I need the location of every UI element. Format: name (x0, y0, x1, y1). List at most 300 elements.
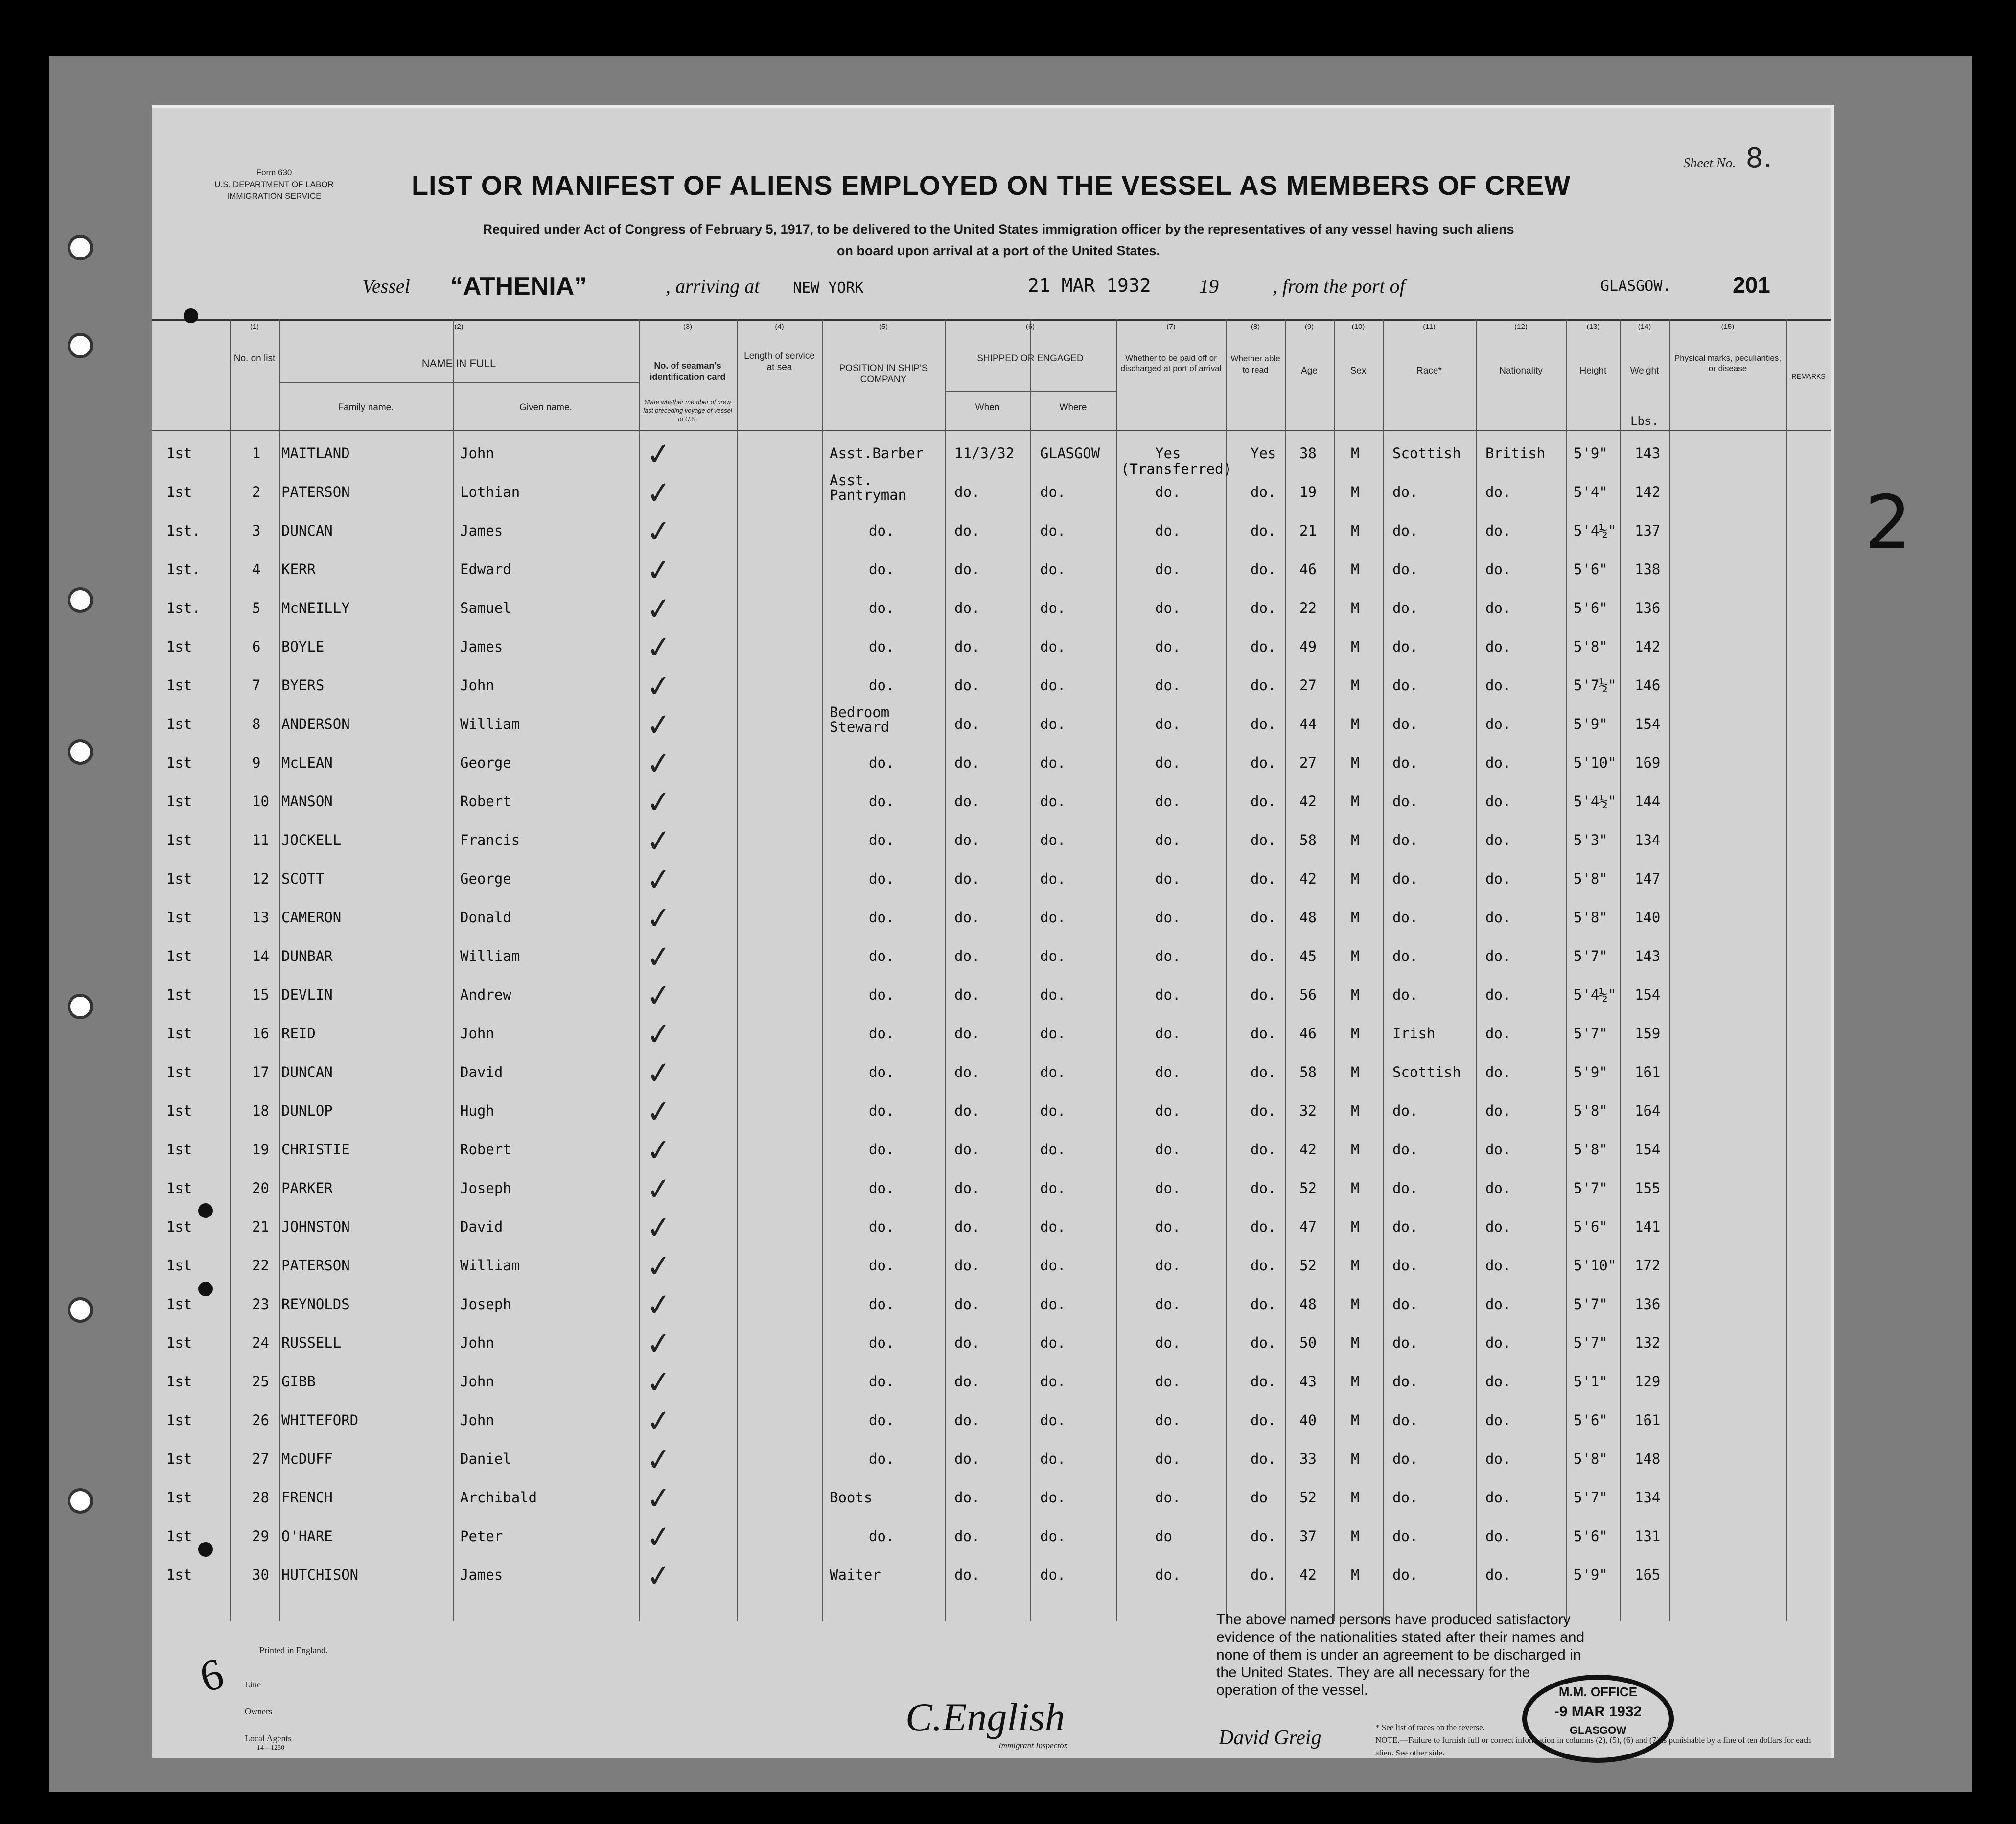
manifest-subtitle (387, 218, 1610, 261)
row-sex: M (1351, 1450, 1360, 1467)
row-race: do. (1392, 600, 1418, 616)
row-paid-off: do. (1155, 677, 1181, 694)
row-when: do. (954, 1567, 980, 1583)
table-row (152, 474, 1831, 512)
row-family-name: PATERSON (281, 1257, 350, 1274)
row-given-name: Andrew (460, 986, 511, 1003)
row-given-name: John (460, 1025, 494, 1042)
row-family-name: WHITEFORD (281, 1412, 359, 1428)
row-given-name: William (460, 948, 520, 964)
row-family-name: HUTCHISON (281, 1567, 359, 1583)
row-able-read: do. (1251, 1064, 1276, 1080)
row-nationality: do. (1485, 677, 1511, 694)
row-where: do. (1040, 832, 1066, 848)
row-where: do. (1040, 1180, 1066, 1196)
local-agents-label: Local Agents (245, 1733, 292, 1743)
check-mark-icon: ✓ (644, 937, 673, 976)
row-class: 1st (166, 1450, 192, 1467)
row-class: 1st (166, 1373, 192, 1390)
table-row (152, 1286, 1831, 1324)
row-sex: M (1351, 986, 1360, 1003)
row-where: do. (1040, 1102, 1066, 1119)
row-where: do. (1040, 1373, 1066, 1390)
row-position: do. (869, 1450, 895, 1467)
table-row (152, 1363, 1831, 1402)
subtitle-line-1: Required under Act of Congress of February 5, 1917, to be delivered to the United States immigration officer by the representatives of any vessel having such aliens (483, 222, 1514, 236)
row-paid-off: do. (1155, 1567, 1181, 1583)
check-mark-icon: ✓ (644, 1053, 673, 1092)
row-age: 22 (1299, 600, 1317, 616)
row-able-read: do. (1251, 1373, 1276, 1390)
row-when: do. (954, 677, 980, 694)
row-race: do. (1392, 793, 1418, 810)
row-number: 27 (252, 1450, 269, 1467)
name-subheader-rule (279, 382, 639, 383)
row-family-name: DUNLOP (281, 1102, 333, 1119)
row-given-name: James (460, 638, 503, 655)
row-sex: M (1351, 1412, 1360, 1428)
row-race: do. (1392, 1489, 1418, 1506)
row-able-read: do. (1251, 1218, 1276, 1235)
row-when: do. (954, 1296, 980, 1312)
inspector-label: Immigrant Inspector. (998, 1741, 1068, 1750)
row-position: do. (869, 1102, 895, 1119)
row-where: do. (1040, 1257, 1066, 1274)
row-race: do. (1392, 677, 1418, 694)
row-race: do. (1392, 1334, 1418, 1351)
check-mark-icon: ✓ (644, 1247, 673, 1286)
sheet-number: 8. (1745, 142, 1772, 174)
penalty-footnote: NOTE.—Failure to furnish full or correct information in columns (2), (5), (6) and (7) is punishable by a fine of ten dollars for each alien. See other side. (1375, 1735, 1811, 1757)
row-age: 27 (1299, 754, 1317, 771)
header-name-in-full: NAME IN FULL (421, 357, 496, 370)
row-number: 7 (252, 677, 261, 694)
row-sex: M (1351, 1296, 1360, 1312)
row-family-name: McDUFF (281, 1450, 333, 1467)
row-family-name: REID (281, 1025, 316, 1042)
glasgow-office-stamp (1522, 1675, 1674, 1763)
row-able-read: do (1251, 1489, 1268, 1506)
row-age: 52 (1299, 1489, 1317, 1506)
row-height: 5'7" (1574, 1489, 1608, 1506)
stamp-city: GLASGOW (1569, 1724, 1627, 1736)
row-when: do. (954, 1257, 980, 1274)
col-num-10: (10) (1351, 323, 1365, 331)
row-height: 5'8" (1574, 909, 1608, 926)
vessel-info-line (362, 272, 1806, 309)
row-family-name: PATERSON (281, 484, 350, 500)
row-weight: 131 (1635, 1528, 1661, 1544)
row-class: 1st (166, 1296, 192, 1312)
row-height: 5'7½" (1574, 677, 1617, 694)
row-class: 1st (166, 1064, 192, 1080)
row-number: 10 (252, 793, 269, 810)
transferred-note: (Transferred) (1121, 461, 1232, 477)
row-number: 21 (252, 1218, 269, 1235)
check-mark-icon: ✓ (644, 1131, 673, 1169)
row-where: do. (1040, 870, 1066, 887)
printed-in-england: Printed in England. (259, 1645, 328, 1655)
row-position: do. (869, 1373, 895, 1390)
row-paid-off: do. (1155, 1180, 1181, 1196)
header-position: POSITION IN SHIP'S COMPANY (839, 363, 928, 385)
row-race: do. (1392, 1141, 1418, 1158)
row-height: 5'9" (1574, 1567, 1608, 1583)
row-height: 5'4" (1574, 484, 1608, 500)
row-race: do. (1392, 522, 1418, 539)
row-height: 5'8" (1574, 1102, 1608, 1119)
table-row (152, 1479, 1831, 1518)
row-age: 49 (1299, 638, 1317, 655)
row-given-name: Francis (460, 832, 520, 848)
row-class: 1st (166, 1102, 192, 1119)
row-number: 13 (252, 909, 269, 926)
row-when: do. (954, 832, 980, 848)
row-class: 1st (166, 909, 192, 926)
row-nationality: do. (1485, 484, 1511, 500)
row-race: do. (1392, 1528, 1418, 1544)
table-row (152, 551, 1831, 589)
row-given-name: Archibald (460, 1489, 537, 1506)
row-number: 30 (252, 1567, 269, 1583)
row-paid-off: do. (1155, 870, 1181, 887)
row-family-name: O'HARE (281, 1528, 333, 1544)
row-age: 52 (1299, 1180, 1317, 1196)
master-signature: David Greig (1219, 1727, 1321, 1749)
row-nationality: do. (1485, 986, 1511, 1003)
header-when: When (975, 402, 1000, 413)
row-age: 46 (1299, 1025, 1317, 1042)
year-label: 19 (1199, 275, 1219, 297)
col-num-1: (1) (250, 323, 259, 331)
header-sex: Sex (1350, 366, 1367, 376)
row-where: do. (1040, 1334, 1066, 1351)
row-where: do. (1040, 484, 1066, 500)
row-sex: M (1351, 677, 1360, 694)
row-age: 40 (1299, 1412, 1317, 1428)
row-weight: 140 (1635, 909, 1661, 926)
row-paid-off: do. (1155, 600, 1181, 616)
col-num-12: (12) (1514, 323, 1528, 331)
col-num-7: (7) (1166, 323, 1176, 331)
row-weight: 147 (1635, 870, 1661, 887)
row-sex: M (1351, 600, 1360, 616)
row-height: 5'10" (1574, 754, 1617, 771)
row-where: do. (1040, 638, 1066, 655)
row-height: 5'9" (1574, 1064, 1608, 1080)
row-paid-off: do. (1155, 484, 1181, 500)
row-class: 1st (166, 870, 192, 887)
row-given-name: John (460, 677, 494, 694)
row-race: do. (1392, 716, 1418, 732)
check-mark-icon: ✓ (644, 551, 673, 589)
row-family-name: JOHNSTON (281, 1218, 350, 1235)
header-paid-off: Whether to be paid off or discharged at port of arrival (1120, 353, 1222, 373)
row-weight: 138 (1635, 561, 1661, 578)
row-race: do. (1392, 1450, 1418, 1467)
check-mark-icon: ✓ (644, 976, 673, 1015)
vessel-label: Vessel (362, 275, 410, 297)
row-where: do. (1040, 1296, 1066, 1312)
row-nationality: do. (1485, 600, 1511, 616)
row-when: do. (954, 1450, 980, 1467)
row-paid-off: do. (1155, 1064, 1181, 1080)
row-weight: 148 (1635, 1450, 1661, 1467)
row-height: 5'8" (1574, 638, 1608, 655)
row-given-name: John (460, 1334, 494, 1351)
row-height: 5'8" (1574, 1450, 1608, 1467)
check-mark-icon: ✓ (644, 435, 673, 473)
row-sex: M (1351, 870, 1360, 887)
col-num-8: (8) (1251, 323, 1260, 331)
row-nationality: do. (1485, 1257, 1511, 1274)
row-number: 4 (252, 561, 261, 578)
row-number: 6 (252, 638, 261, 655)
row-height: 5'6" (1574, 1412, 1608, 1428)
row-paid-off: do. (1155, 1257, 1181, 1274)
row-number: 20 (252, 1180, 269, 1196)
binder-hole (68, 739, 93, 765)
stamp-office: M.M. OFFICE (1558, 1684, 1638, 1699)
row-class: 1st (166, 677, 192, 694)
row-weight: 154 (1635, 986, 1661, 1003)
row-class: 1st (166, 1257, 192, 1274)
row-number: 15 (252, 986, 269, 1003)
row-family-name: DUNCAN (281, 1064, 333, 1080)
row-class: 1st (166, 986, 192, 1003)
from-port-label: , from the port of (1273, 275, 1405, 297)
row-given-name: Robert (460, 1141, 511, 1158)
row-nationality: do. (1485, 1567, 1511, 1583)
row-weight: 143 (1635, 948, 1661, 964)
header-physical-marks: Physical marks, peculiarities, or disease (1674, 353, 1782, 373)
col-num-3: (3) (683, 323, 693, 331)
row-number: 11 (252, 832, 269, 848)
row-class: 1st (166, 1025, 192, 1042)
row-number: 26 (252, 1412, 269, 1428)
row-where: do. (1040, 677, 1066, 694)
row-weight: 132 (1635, 1334, 1661, 1351)
margin-number-mark: 2 (1865, 480, 1912, 565)
row-paid-off: do. (1155, 1141, 1181, 1158)
row-sex: M (1351, 445, 1360, 462)
row-paid-off: do. (1155, 1025, 1181, 1042)
check-mark-icon: ✓ (644, 628, 673, 667)
manifest-title: LIST OR MANIFEST OF ALIENS EMPLOYED ON THE VESSEL AS MEMBERS OF CREW (411, 170, 1571, 201)
header-height: Height (1579, 366, 1607, 376)
row-class: 1st (166, 716, 192, 732)
table-row (152, 1441, 1831, 1479)
row-family-name: MANSON (281, 793, 333, 810)
row-paid-off: do. (1155, 1102, 1181, 1119)
check-mark-icon: ✓ (644, 1015, 673, 1053)
inspector-signature: C.English (905, 1695, 1065, 1739)
row-paid-off: do. (1155, 1218, 1181, 1235)
header-family-name: Family name. (338, 402, 394, 413)
row-family-name: KERR (281, 561, 316, 578)
table-row (152, 1054, 1831, 1092)
table-row (152, 629, 1831, 667)
row-where: do. (1040, 600, 1066, 616)
table-header-rule (152, 430, 1831, 431)
row-where: GLASGOW (1040, 445, 1100, 462)
row-nationality: do. (1485, 716, 1511, 732)
row-family-name: MAITLAND (281, 445, 350, 462)
table-row (152, 1170, 1831, 1208)
row-where: do. (1040, 1141, 1066, 1158)
row-weight: 136 (1635, 1296, 1661, 1312)
check-mark-icon: ✓ (644, 1479, 673, 1518)
row-given-name: James (460, 522, 503, 539)
row-height: 5'8" (1574, 870, 1608, 887)
row-sex: M (1351, 1025, 1360, 1042)
row-able-read: do. (1251, 1025, 1276, 1042)
row-position: do. (869, 561, 895, 578)
row-race: do. (1392, 1412, 1418, 1428)
binder-hole (68, 994, 93, 1019)
row-number: 8 (252, 716, 261, 732)
row-race: Scottish (1392, 1064, 1461, 1080)
row-where: do. (1040, 948, 1066, 964)
row-sex: M (1351, 909, 1360, 926)
row-number: 23 (252, 1296, 269, 1312)
row-height: 5'10" (1574, 1257, 1617, 1274)
row-position: do. (869, 600, 895, 616)
row-weight: 164 (1635, 1102, 1661, 1119)
row-given-name: Joseph (460, 1296, 511, 1312)
row-family-name: DUNCAN (281, 522, 333, 539)
row-sex: M (1351, 1102, 1360, 1119)
row-able-read: do. (1251, 600, 1276, 616)
row-age: 32 (1299, 1102, 1317, 1119)
binder-hole (68, 1297, 93, 1323)
row-nationality: do. (1485, 1296, 1511, 1312)
row-able-read: do. (1251, 948, 1276, 964)
header-length-service: Length of service at sea (744, 351, 815, 373)
row-given-name: Peter (460, 1528, 503, 1544)
row-number: 22 (252, 1257, 269, 1274)
sheet-label: Sheet No. (1683, 156, 1736, 171)
row-age: 43 (1299, 1373, 1317, 1390)
row-given-name: John (460, 445, 494, 462)
races-footnote: * See list of races on the reverse. (1375, 1723, 1485, 1732)
row-able-read: do. (1251, 1180, 1276, 1196)
row-when: do. (954, 561, 980, 578)
row-given-name: David (460, 1064, 503, 1080)
row-sex: M (1351, 948, 1360, 964)
owners-label: Owners (245, 1707, 272, 1716)
header-id-card-note: State whether member of crew last preceding voyage of vessel to U.S. (643, 398, 732, 422)
row-able-read: do. (1251, 677, 1276, 694)
row-when: do. (954, 1528, 980, 1544)
check-mark-icon: ✓ (644, 473, 673, 512)
row-family-name: McNEILLY (281, 600, 350, 616)
row-family-name: CHRISTIE (281, 1141, 350, 1158)
row-nationality: do. (1485, 832, 1511, 848)
row-class: 1st (166, 1528, 192, 1544)
row-weight: 154 (1635, 1141, 1661, 1158)
row-weight: 144 (1635, 793, 1661, 810)
table-row (152, 1093, 1831, 1131)
row-nationality: do. (1485, 1218, 1511, 1235)
row-position: do. (869, 1218, 895, 1235)
row-race: do. (1392, 948, 1418, 964)
table-row (152, 783, 1831, 821)
binder-hole (68, 333, 93, 358)
check-mark-icon: ✓ (644, 1518, 673, 1556)
row-height: 5'4½" (1574, 522, 1617, 539)
row-class: 1st (166, 1489, 192, 1506)
row-weight: 161 (1635, 1064, 1661, 1080)
row-age: 42 (1299, 870, 1317, 887)
row-weight: 134 (1635, 1489, 1661, 1506)
row-able-read: do. (1251, 986, 1276, 1003)
row-family-name: BOYLE (281, 638, 324, 655)
row-nationality: British (1485, 445, 1546, 462)
row-class: 1st (166, 1567, 192, 1583)
row-where: do. (1040, 793, 1066, 810)
arriving-label: , arriving at (666, 275, 760, 297)
row-nationality: do. (1485, 1141, 1511, 1158)
vessel-name: “ATHENIA” (450, 272, 587, 301)
row-nationality: do. (1485, 1528, 1511, 1544)
row-paid-off: do. (1155, 909, 1181, 926)
row-weight: 165 (1635, 1567, 1661, 1583)
check-mark-icon: ✓ (644, 1169, 673, 1208)
table-row (152, 1402, 1831, 1440)
row-race: do. (1392, 870, 1418, 887)
row-weight: 146 (1635, 677, 1661, 694)
row-able-read: do. (1251, 1334, 1276, 1351)
row-age: 37 (1299, 1528, 1317, 1544)
row-sex: M (1351, 832, 1360, 848)
row-where: do. (1040, 716, 1066, 732)
row-able-read: do. (1251, 909, 1276, 926)
row-height: 5'6" (1574, 600, 1608, 616)
row-weight: 169 (1635, 754, 1661, 771)
line-label: Line (245, 1680, 261, 1689)
row-family-name: McLEAN (281, 754, 333, 771)
row-position: do. (869, 1334, 895, 1351)
row-position: do. (869, 870, 895, 887)
check-mark-icon: ✓ (644, 667, 673, 705)
row-number: 29 (252, 1528, 269, 1544)
row-family-name: BYERS (281, 677, 324, 694)
check-mark-icon: ✓ (644, 1208, 673, 1247)
row-paid-off: do. (1155, 1489, 1181, 1506)
row-family-name: PARKER (281, 1180, 333, 1196)
row-family-name: ANDERSON (281, 716, 350, 732)
row-sex: M (1351, 1141, 1360, 1158)
row-age: 56 (1299, 986, 1317, 1003)
row-paid-off: do. (1155, 1334, 1181, 1351)
row-weight: 134 (1635, 832, 1661, 848)
row-class: 1st (166, 1334, 192, 1351)
row-able-read: do. (1251, 1567, 1276, 1583)
row-when: 11/3/32 (954, 445, 1015, 462)
row-age: 45 (1299, 948, 1317, 964)
row-nationality: do. (1485, 522, 1511, 539)
row-age: 58 (1299, 1064, 1317, 1080)
row-position: Boots (830, 1489, 873, 1506)
row-race: do. (1392, 1296, 1418, 1312)
row-position: do. (869, 1296, 895, 1312)
row-number: 16 (252, 1025, 269, 1042)
row-race: Scottish (1392, 445, 1461, 462)
row-given-name: William (460, 716, 520, 732)
ink-blot (184, 308, 198, 323)
table-row (152, 435, 1831, 473)
